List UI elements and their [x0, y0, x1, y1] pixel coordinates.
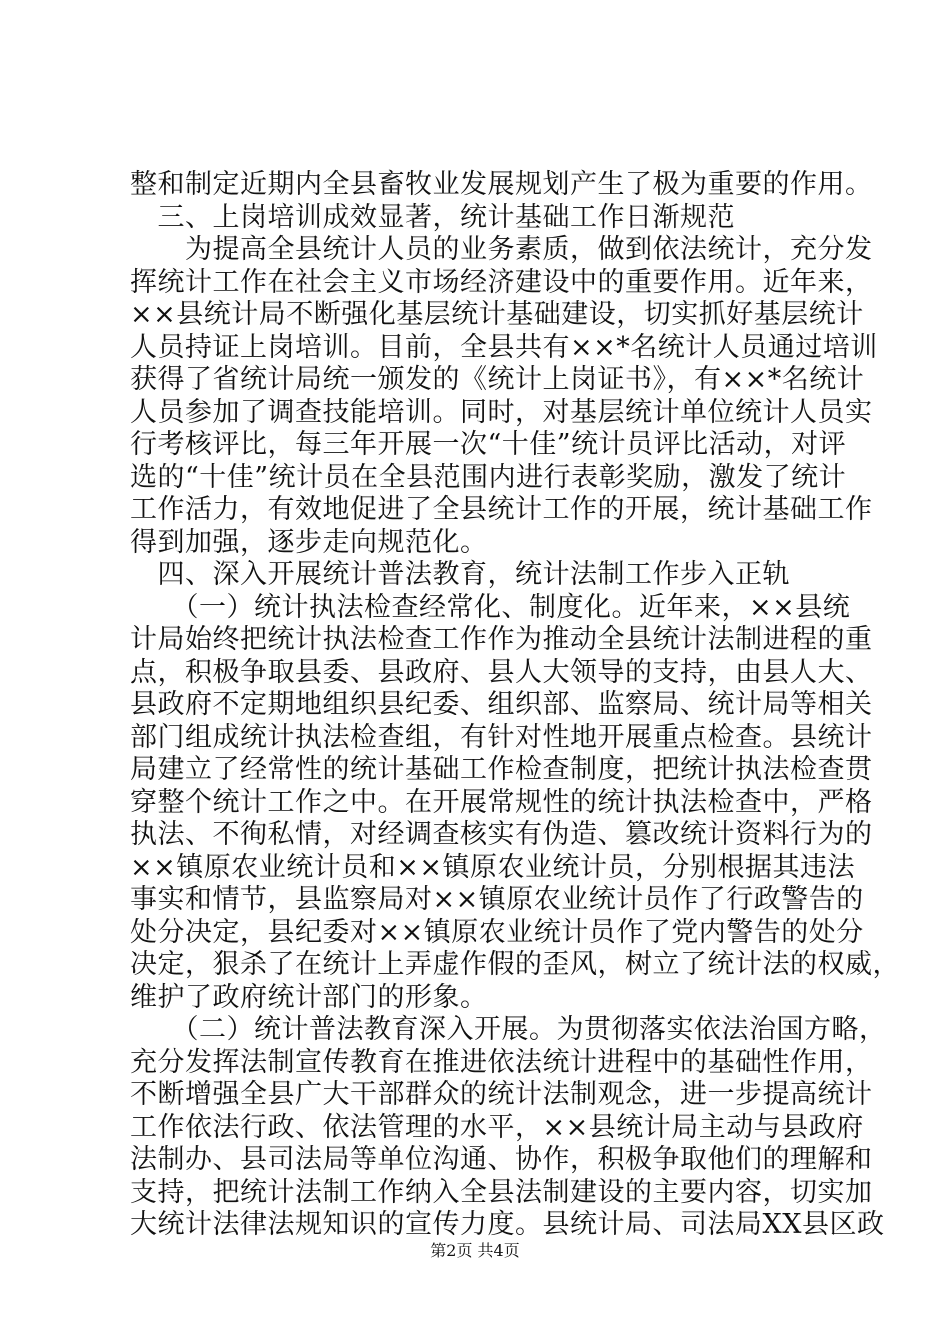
section-heading-4: 四、深入开展统计普法教育，统计法制工作步入正轨	[130, 559, 790, 590]
text-line: 大统计法律法规知识的宣传力度。县统计局、司法局XX县区政	[130, 1209, 885, 1240]
text-line: 穿整个统计工作之中。在开展常规性的统计执法检查中，严格	[130, 786, 873, 818]
text-line: 挥统计工作在社会主义市场经济建设中的重要作用。近年来，	[130, 266, 873, 298]
text-line: 事实和情节，县监察局对××镇原农业统计员作了行政警告的	[130, 884, 864, 915]
text-line: 人员持证上岗培训。目前，全县共有××*名统计人员通过培训	[130, 331, 878, 363]
text-line: （二）统计普法教育深入开展。为贯彻落实依法治国方略，	[130, 1014, 887, 1045]
page-footer: 第2页 共4页	[430, 1241, 520, 1260]
text-line: （一）统计执法检查经常化、制度化。近年来，××县统	[130, 591, 851, 623]
text-line: ××县统计局不断强化基层统计基础建设，切实抓好基层统计	[130, 299, 864, 330]
text-line: 人员参加了调查技能培训。同时，对基层统计单位统计人员实	[130, 396, 873, 428]
text-line: 决定，狠杀了在统计上弄虚作假的歪风，树立了统计法的权威，	[130, 949, 900, 980]
text-line: 得到加强，逐步走向规范化。	[130, 526, 488, 558]
section-heading-3: 三、上岗培训成效显著，统计基础工作日渐规范	[130, 201, 735, 233]
text-line: 行考核评比，每三年开展一次“十佳”统计员评比活动，对评	[130, 429, 847, 460]
text-line: 整和制定近期内全县畜牧业发展规划产生了极为重要的作用。	[130, 169, 873, 200]
text-line: 工作活力，有效地促进了全县统计工作的开展，统计基础工作	[130, 494, 873, 525]
text-line: 点，积极争取县委、县政府、县人大领导的支持，由县人大、	[130, 656, 873, 688]
text-line: 不断增强全县广大干部群众的统计法制观念，进一步提高统计	[130, 1079, 873, 1110]
text-line: 执法、不徇私情，对经调查核实有伪造、篡改统计资料行为的	[130, 819, 873, 850]
text-line: 工作依法行政、依法管理的水平，××县统计局主动与县政府	[130, 1111, 864, 1143]
text-line: 法制办、县司法局等单位沟通、协作，积极争取他们的理解和	[130, 1144, 873, 1175]
text-line: 维护了政府统计部门的形象。	[130, 981, 488, 1013]
text-line: 部门组成统计执法检查组，有针对性地开展重点检查。县统计	[130, 721, 873, 753]
text-line: 支持，把统计法制工作纳入全县法制建设的主要内容，切实加	[130, 1176, 873, 1208]
text-line: 选的“十佳”统计员在全县范围内进行表彰奖励，激发了统计	[130, 461, 847, 493]
text-line: 局建立了经常性的统计基础工作检查制度，把统计执法检查贯	[130, 754, 873, 785]
text-line: 获得了省统计局统一颁发的《统计上岗证书》，有××*名统计	[130, 364, 865, 395]
text-line: 充分发挥法制宣传教育在推进依法统计进程中的基础性作用，	[130, 1046, 873, 1078]
text-line: ××镇原农业统计员和××镇原农业统计员，分别根据其违法	[130, 851, 855, 883]
text-line: 为提高全县统计人员的业务素质，做到依法统计，充分发	[130, 234, 873, 265]
text-line: 计局始终把统计执法检查工作作为推动全县统计法制进程的重	[130, 624, 873, 655]
text-line: 处分决定，县纪委对××镇原农业统计员作了党内警告的处分	[130, 916, 864, 948]
text-line: 县政府不定期地组织县纪委、组织部、监察局、统计局等相关	[130, 689, 873, 720]
